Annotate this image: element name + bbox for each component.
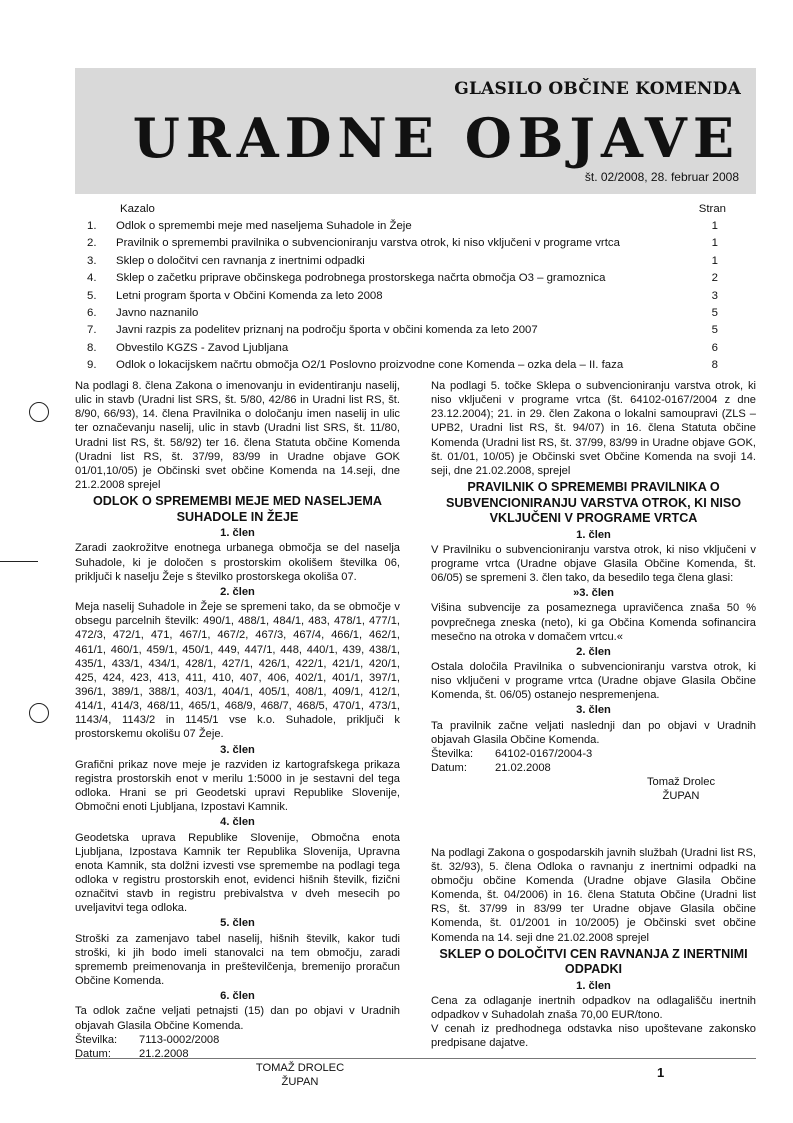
masthead-kicker: GLASILO OBČINE KOMENDA: [454, 79, 741, 99]
toc-item-title: Odlok o lokacijskem načrtu območja O2/1 Poslovno proizvodne cone Komenda – ozka dela – II. faza: [116, 359, 624, 372]
ordinance-title: ODLOK O SPREMEMBI MEJE MED NASELJEMA SUHADOLE IN ŽEJE: [93, 494, 382, 524]
toc-item-page: 3: [711, 289, 718, 302]
toc-item-title: Pravilnik o spremembi pravilnika o subvencioniranju varstva otrok, ki niso vključeni v programe vrtca: [116, 237, 620, 250]
field-label: Datum:: [75, 1047, 111, 1060]
legal-basis-paragraph: Na podlagi 5. točke Sklepa o subvencioniranju varstva otrok, ki niso vključeni v programe vrtca (št. 64102-0167/2004 z dne 23.12.2004); 21. in 29. člen Zakona o lokalni samoupravi (ZLS – UPB2, Uradni list RS, št. 94/07) in 16. člena Statuta občine Komenda (Uradni list RS, št. 37/99, 83/99 in Uradne objave GOK, št. 01/01, 10/05) je Občinski svet Občine Komenda na svoji 14. seji, dne 21.02.2008, sprejel: [431, 380, 756, 477]
article-text: Ta pravilnik začne veljati naslednji dan po objavi v Uradnih objavah Glasila Občine Komenda.: [431, 719, 756, 746]
toc-item-title: Javno naznanilo: [116, 306, 199, 319]
toc-item-number: 4.: [87, 272, 97, 285]
toc-item-page: 5: [711, 324, 718, 337]
signatory-role: ŽUPAN: [662, 790, 700, 803]
reference-number: [431, 747, 756, 761]
page-number: 1: [657, 1065, 665, 1080]
article-heading: 4. člen: [220, 816, 255, 829]
article-text: V cenah iz predhodnega odstavka niso upoštevane zakonsko predpisane dajatve.: [431, 1023, 756, 1050]
legal-basis-paragraph: Na podlagi Zakona o gospodarskih javnih službah (Uradni list RS, št. 32/93), 5. člena Odloka o ravnanju z inertnimi odpadki na območju občine Komenda (Uradne objave Glasila Občine Komenda, št. 04/2006) in 16. člena Statuta Občine (Uradni list RS, št. 37/99 in 83/99 ter Uradne objave Glasila občine Komenda, št. 01/2001 in 10/2005) je Občinski svet občine Komenda na 14. seji dne 21.02.2008 sprejel: [431, 846, 756, 944]
article-heading: 1. člen: [576, 979, 611, 992]
article-text: Ostala določila Pravilnika o subvencioniranju varstva otrok, ki niso vključeni v programe vrtca (Uradne objave Glasila Občine Komenda, št. 06/05) ostanejo nespremenjena.: [431, 661, 756, 702]
fold-mark: [0, 561, 38, 562]
toc-item[interactable]: [75, 218, 756, 235]
article-text: Cena za odlaganje inertnih odpadkov na odlagališču inertnih odpadkov v Suhadolah znaša 70,00 EUR/tono.: [431, 994, 756, 1021]
article-heading: 2. člen: [220, 585, 255, 598]
article-heading: 5. člen: [220, 917, 255, 930]
article-text: Ta odlok začne veljati petnajsti (15) dan po objavi v Uradnih objavah Glasila Občine Komenda.: [75, 1005, 400, 1032]
toc-item-title: Sklep o določitvi cen ravnanja z inertnimi odpadki: [116, 254, 365, 267]
document-date: [431, 761, 756, 775]
legal-basis-paragraph: Na podlagi 8. člena Zakona o imenovanju in evidentiranju naselij, ulic in stavb (Uradni list SRS, št. 5/80, 42/86 in Uradni list RS, št. 8/90, 66/93), 14. člena Pravilnika o določanju imen naselij in ulic ter označevanju naselij, ulic in stavb (Uradni list SRS, št. 11/80, Uradni list RS, št. 58/92) ter 16. člena Statuta občine Komenda (Uradni list RS, št. 37/99, 83/99 in Uradne objave GOK 01/01,10/05) je Občinski svet občine Komenda na 14.seji, dne 21.2.2008 sprejel: [75, 380, 400, 492]
left-column: [75, 379, 400, 1089]
toc-item[interactable]: [75, 270, 756, 287]
article-heading: 2. člen: [576, 645, 611, 658]
toc-item-page: 1: [711, 220, 718, 232]
toc-item-page: 8: [711, 359, 718, 372]
article-heading: 1. člen: [576, 528, 611, 541]
punch-hole-bottom: [29, 703, 49, 723]
footer-rule: [75, 1058, 756, 1059]
toc-item-title: Letni program športa v Občini Komenda za leto 2008: [116, 289, 383, 302]
article-heading: 1. člen: [220, 527, 255, 540]
toc-item-number: 5.: [87, 289, 97, 302]
toc-item-number: 6.: [87, 306, 97, 319]
field-value: 64102-0167/2004-3: [495, 747, 593, 760]
decision-title: SKLEP O DOLOČITVI CEN RAVNANJA Z INERTNIMI ODPADKI: [439, 946, 748, 977]
toc-item[interactable]: [75, 288, 756, 305]
article-text: Zaradi zaokrožitve enotnega urbanega območja se del naselja Suhadole, ki je določen s prostorskim okolišem številka 06, priključi k naselju Žeje s številko prostorskega okoliša 07.: [75, 542, 400, 583]
toc-item-title: Javni razpis za podelitev priznanj na področju športa v občini komenda za leto 2007: [116, 324, 538, 337]
signatory-role: ŽUPAN: [281, 1076, 319, 1089]
toc-item[interactable]: [75, 357, 756, 374]
field-value: 21.2.2008: [139, 1047, 189, 1060]
field-label: Številka:: [75, 1033, 118, 1046]
toc-item-number: 9.: [87, 359, 97, 372]
field-label: Številka:: [431, 747, 474, 760]
toc-item-number: 1.: [87, 220, 97, 232]
right-column: [431, 379, 756, 1050]
article-text: Stroški za zamenjavo tabel naselij, hišnih številk, kakor tudi stroški, ki jih bodo imeli stanovalci na tem območju, zaradi sprememb preimenovanja in preštevilčenja, bremenijo proračun Občine Komenda.: [75, 932, 400, 988]
toc-item[interactable]: [75, 340, 756, 357]
toc-item-title: Sklep o začetku priprave občinskega podrobnega prostorskega načrta območja O3 – gramoznica: [116, 272, 606, 285]
toc-item-title: Obvestilo KGZS - Zavod Ljubljana: [116, 341, 289, 354]
signatory-name: Tomaž Drolec: [646, 776, 716, 789]
toc-item[interactable]: [75, 305, 756, 322]
spacer: [431, 804, 756, 846]
article-heading: 3. člen: [220, 743, 255, 756]
article-text: V Pravilniku o subvencioniranju varstva otrok, ki niso vključeni v programe vrtca (Uradne objave Glasila Občine Komenda, št. 06/05) se spremeni 3. člen tako, da besedilo tega člena glasi:: [431, 543, 756, 585]
article-text: Meja naselij Suhadole in Žeje se spremeni tako, da se območje v obsegu parcelnih številk: 490/1, 488/1, 484/1, 483, 478/1, 477/1, 472/3, 472/1, 471, 467/1, 467/2, 467/3, 467/4, 466/1, 462/1, 461/1, 460/1, 459/1, 450/1, 449, 447/1, 448, 440/1, 439, 438/1, 435/1, 433/1, 434/1, 428/1, 427/1, 426/1, 422/1, 421/1, 420/1, 425, 424, 423, 413, 411, 410, 407, 406, 402/1, 401/1, 397/1, 396/1, 389/1, 388/1, 403/1, 404/1, 405/1, 408/1, 409/1, 412/1, 414/1, 414/3, 468/11, 465/1, 468/9, 468/7, 468/5, 470/1, 473/1, 1143/4, 1143/2 in 1145/1 vse k.o. Suhadole, priključi k prostorskemu okolišu 07 Žeje.: [75, 601, 400, 741]
toc-item-number: 8.: [87, 341, 97, 354]
field-label: Datum:: [431, 762, 467, 775]
toc-item-page: 5: [711, 306, 718, 319]
masthead-title: URADNE OBJAVE: [132, 106, 740, 170]
article-text: Grafični prikaz nove meje je razviden iz kartografskega prikaza registra prostorskih enot v merilu 1:5000 in je sestavni del tega odloka. Hrani se pri Geodetski upravi Republike Slovenije, Območni enoti Ljubljana, Izpostavi Kamnik.: [75, 758, 400, 814]
field-value: 7113-0002/2008: [139, 1033, 220, 1046]
quoted-article-text: Višina subvencije za posameznega upravičenca znaša 50 % povprečnega zneska (neto), ki ga Občina Komenda sofinancira mesečno na otroka v domačem vrtcu.«: [431, 602, 756, 643]
article-text: Geodetska uprava Republike Slovenije, Območna enota Ljubljana, Izpostava Kamnik ter Republika Slovenija, Upravna enota Kamnik, sta dolžni izvesti vse spremembe na podlagi tega odloka v registru prostorskih enot, evidenci hišnih številk, fizični označitvi stavb in registru prebivalstva v dveh mesecih po uveljavitvi tega odloka.: [75, 831, 400, 915]
table-of-contents: [75, 203, 756, 375]
article-heading: 3. člen: [576, 704, 611, 717]
regulation-title: PRAVILNIK O SPREMEMBI PRAVILNIKA O SUBVENCIONIRANJU VARSTVA OTROK, KI NISO VKLJUČENI V PROGRAME VRTCA: [445, 480, 742, 526]
toc-item-number: 2.: [87, 237, 97, 250]
reference-number: [75, 1033, 400, 1047]
toc-item-page: 6: [711, 341, 718, 354]
article-heading: 6. člen: [220, 990, 255, 1003]
issue-line: št. 02/2008, 28. februar 2008: [584, 170, 739, 184]
punch-hole-top: [29, 402, 49, 422]
toc-item[interactable]: [75, 235, 756, 252]
toc-item-page: 1: [711, 237, 718, 250]
toc-page-heading: Stran: [698, 203, 726, 215]
masthead: [75, 68, 756, 194]
toc-item[interactable]: [75, 253, 756, 270]
toc-heading-label: Kazalo: [120, 203, 155, 215]
toc-header: [75, 203, 756, 218]
signatory-name: TOMAŽ DROLEC: [255, 1062, 345, 1075]
quoted-article-heading: »3. člen: [573, 587, 614, 600]
toc-item-page: 1: [711, 254, 718, 267]
toc-item[interactable]: [75, 322, 756, 339]
toc-item-title: Odlok o spremembi meje med naseljema Suhadole in Žeje: [116, 220, 412, 232]
toc-item-number: 3.: [87, 254, 97, 267]
toc-item-page: 2: [711, 272, 718, 285]
field-value: 21.02.2008: [495, 762, 551, 775]
toc-item-number: 7.: [87, 324, 97, 337]
